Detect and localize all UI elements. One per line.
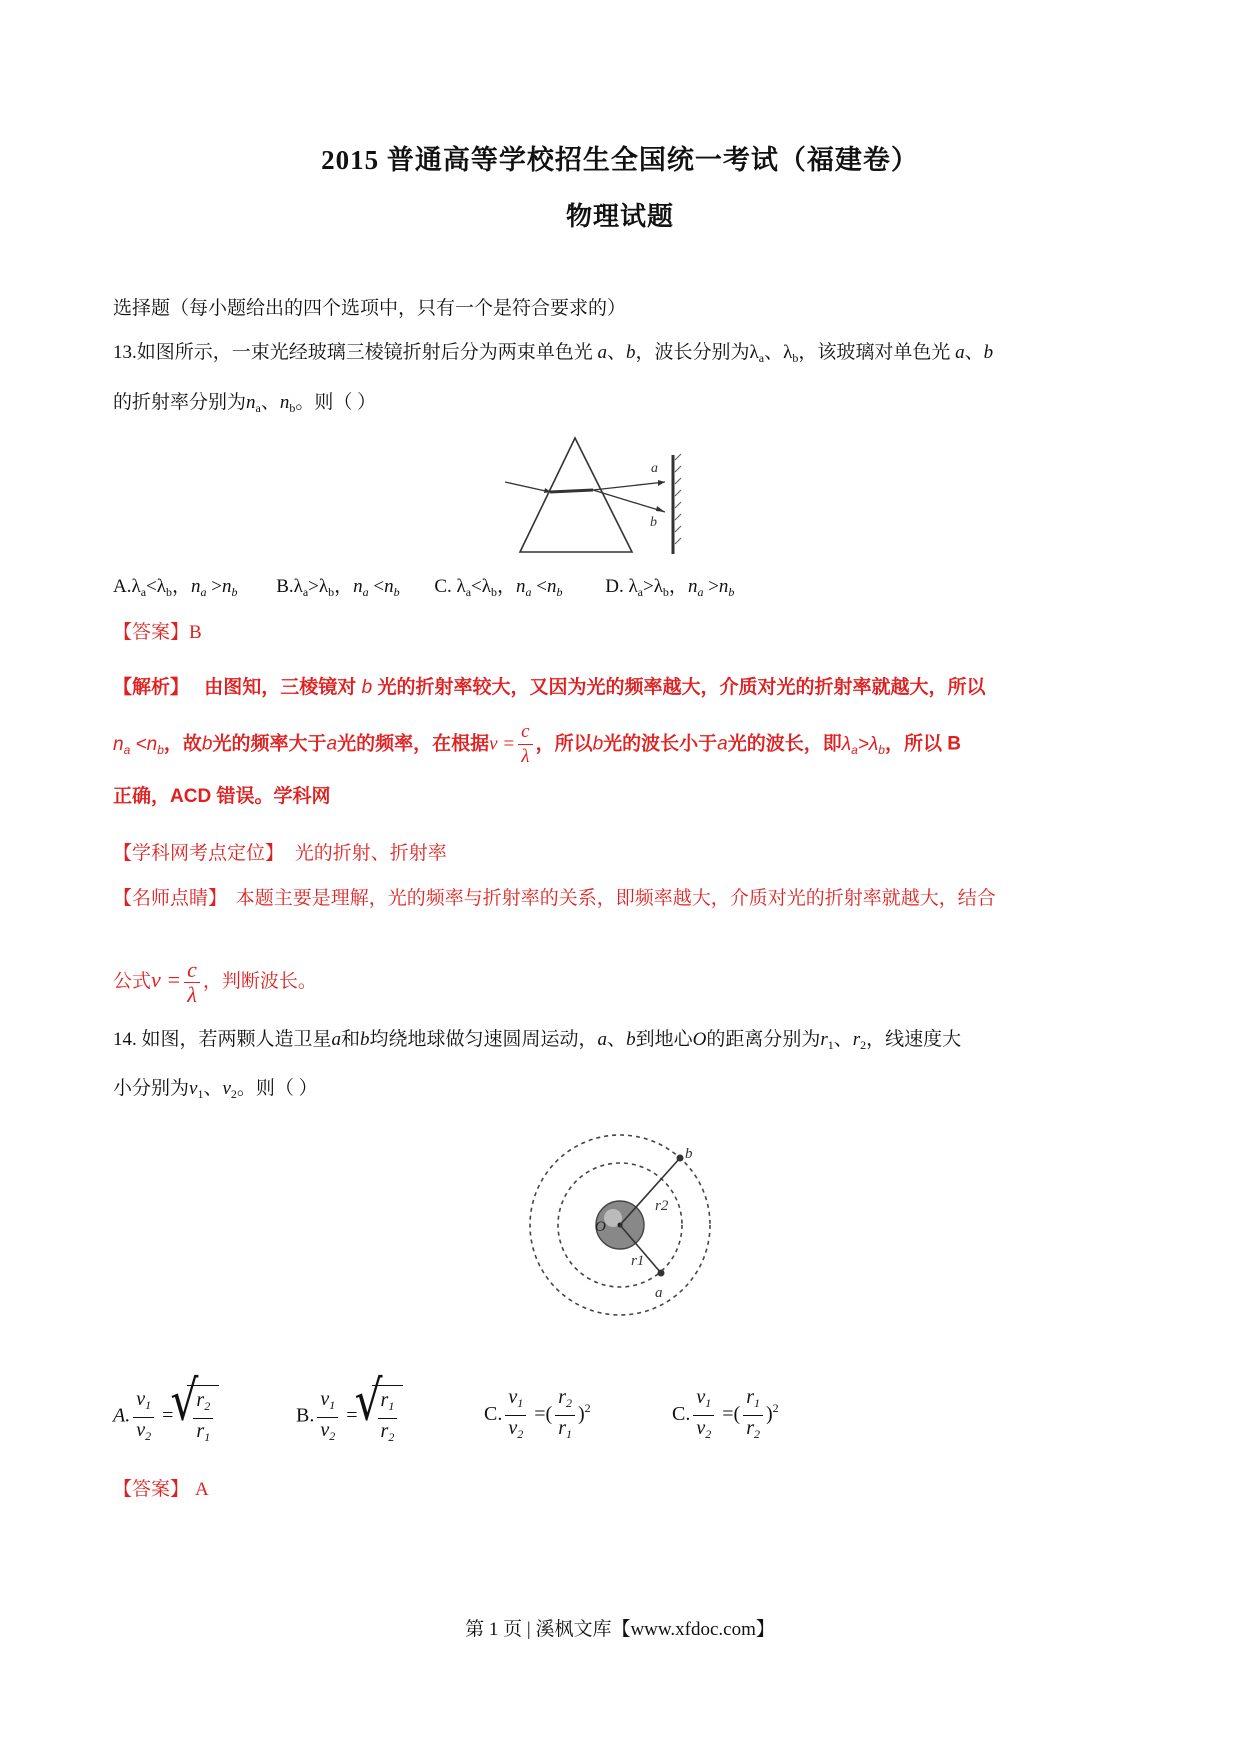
figure-label-a: a	[651, 461, 658, 476]
incident-ray	[505, 482, 550, 492]
q14-stem-text: 14. 如图，若两颗人造卫星	[113, 1029, 332, 1050]
fraction-c-over-lambda	[518, 720, 532, 769]
lambda-symbol: λ	[783, 342, 793, 363]
prism-figure	[505, 430, 705, 565]
figure-label-O: O	[595, 1219, 606, 1235]
q13-stem-text: ，该玻璃对单色光	[798, 342, 951, 363]
q13-answer	[113, 620, 202, 646]
separator: 、	[607, 342, 627, 363]
q13-stem-text: 。则（ ）	[295, 392, 377, 413]
fraction-numerator: c	[184, 958, 200, 983]
q13-analysis-line1	[113, 675, 985, 701]
answer-value: A	[195, 1479, 209, 1500]
var-r: r	[852, 1029, 861, 1050]
q13-analysis-line2: $n_a <n_b$，故b光的频率大于a光的频率，在根据ν = $\frac{c}{\lambda}$ ，所以b光的波长小于a光的波长，即$\lambda_a>\lambda_b$，所以 B	[113, 721, 961, 767]
tip-text: 本题主要是理解，光的频率与折射率的关系，即频率越大，介质对光的折射率就越大，结合	[235, 888, 996, 909]
satellite-b	[677, 1155, 684, 1162]
var-v: v	[222, 1078, 231, 1099]
q13-stem-text: 的折射率分别为	[113, 392, 247, 413]
analysis-text: 光的频率大于	[212, 733, 327, 755]
ray-b	[593, 490, 665, 512]
var-a: a	[955, 342, 965, 363]
var-n: n	[279, 392, 290, 413]
separator: 、	[203, 1078, 223, 1099]
radius-r2	[620, 1158, 680, 1225]
var-b: b	[592, 733, 604, 755]
analysis-text: 光的波长小于	[603, 733, 718, 755]
q13-analysis-line3: 正确，ACD 错误。学科网	[113, 786, 331, 807]
separator: 、	[260, 392, 280, 413]
analysis-text: ，所以 B	[884, 733, 961, 755]
q13-stem-line2	[113, 390, 376, 421]
q14-option-a[interactable]: A. $\frac{v_1}{v_2}$ = √ $\frac{r_2}{r_1}$	[113, 1385, 219, 1449]
subscript: 2	[860, 1038, 867, 1052]
tip-tag: 【名师点睛】	[113, 888, 228, 909]
q14-stem-line1	[113, 1027, 961, 1058]
var-a: a	[717, 733, 728, 755]
subscript: 1	[197, 1087, 204, 1101]
analysis-text: ，所以	[535, 733, 593, 755]
section-label: 选择题（每小题给出的四个选项中，只有一个是符合要求的）	[113, 298, 627, 319]
orbit-figure	[515, 1125, 725, 1325]
q14-option-c[interactable]: C. $\frac{v_1}{v_2}$ =( $\frac{r_2}{r_1}$ )$^2$	[484, 1386, 591, 1441]
analysis-text: 由图知，三棱镜对	[204, 677, 357, 698]
var-n: n	[246, 392, 256, 413]
refracted-beam	[550, 490, 593, 492]
q13-stem-text: 13.如图所示，一束光经玻璃三棱镜折射后分为两束单色光	[113, 342, 593, 363]
fraction-denominator: λ	[187, 982, 197, 1007]
prism-shape	[520, 438, 632, 552]
figure-label-b: b	[650, 515, 657, 530]
q13-tip-line1	[113, 886, 996, 912]
separator: 、	[833, 1029, 853, 1050]
exam-subtitle: 物理试题	[565, 202, 674, 231]
q14-stem-text: 到地心	[635, 1029, 693, 1050]
exam-title: 2015 普通高等学校招生全国统一考试（福建卷）	[321, 145, 919, 175]
q14-stem-text: 的距离分别为	[706, 1029, 821, 1050]
tip-text: 公式	[113, 970, 152, 992]
var-b: b	[360, 1029, 370, 1050]
var-a: a	[331, 1029, 342, 1050]
separator: 、	[764, 342, 784, 363]
analysis-text: 光的折射率较大，又因为光的频率越大，介质对光的折射率就越大，所以	[377, 677, 986, 698]
var-O: O	[692, 1029, 707, 1050]
var-a: a	[597, 1029, 608, 1050]
subscript: 2	[230, 1087, 237, 1101]
option-letter: C.	[484, 1403, 503, 1426]
option-letter: C.	[672, 1403, 691, 1426]
q14-answer	[113, 1477, 209, 1503]
q14-stem-text: 和	[341, 1029, 361, 1050]
var-b: b	[983, 342, 994, 363]
answer-value: B	[189, 622, 202, 643]
analysis-tag: 【解析】	[113, 677, 190, 698]
q14-stem-text: 均绕地球做匀速圆周运动，	[369, 1029, 598, 1050]
q13-options	[113, 574, 734, 605]
ray-a	[593, 482, 665, 490]
var-b: b	[626, 1029, 636, 1050]
option-b[interactable]: $B.\lambda_a>\lambda_b$，$n_a <n_b$	[276, 576, 400, 599]
q14-option-b[interactable]: B. $\frac{v_1}{v_2}$ = √ $\frac{r_1}{r_2}$	[296, 1385, 403, 1449]
figure-label-b: b	[685, 1146, 693, 1162]
option-letter: B.	[296, 1404, 315, 1427]
fraction-c-over-lambda	[184, 958, 200, 1007]
arrowhead	[656, 506, 665, 512]
figure-label-r1: r1	[631, 1253, 645, 1269]
answer-tag: 【答案】	[113, 622, 190, 643]
page-footer: 第 1 页 | 溪枫文库【www.xfdoc.com】	[465, 1619, 775, 1640]
subscript: b	[792, 351, 799, 365]
q14-stem-line2	[113, 1076, 318, 1107]
var-a: a	[326, 733, 338, 755]
option-d[interactable]: D. $\lambda_a>\lambda_b$，$n_a >n_b$	[605, 576, 735, 599]
arrowhead	[658, 480, 665, 486]
topic-tag: 【学科网考点定位】	[113, 843, 285, 864]
option-a[interactable]: $A.\lambda_a<\lambda_b$，$n_a >n_b$	[113, 576, 238, 599]
q13-stem-text: ，波长分别为	[635, 342, 750, 363]
var-b: b	[626, 342, 636, 363]
analysis-text: 光的频率，在根据	[337, 733, 490, 755]
q13-tip-line2	[113, 958, 317, 1007]
subscript: a	[758, 351, 765, 365]
q14-option-d[interactable]: C. $\frac{v_1}{v_2}$ =( $\frac{r_1}{r_2}$ )$^2$	[672, 1386, 779, 1441]
separator: 、	[964, 342, 984, 363]
var-b: b	[201, 733, 213, 755]
q14-stem-text: 。则（ ）	[236, 1078, 318, 1099]
q14-stem-text: ，线速度大	[866, 1029, 962, 1050]
fraction-denominator: λ	[521, 746, 530, 767]
answer-tag: 【答案】	[113, 1479, 190, 1500]
nu-equals: ν =	[151, 966, 182, 992]
fraction-numerator: c	[518, 720, 532, 745]
subscript: 1	[827, 1038, 834, 1052]
option-c[interactable]: C. $\lambda_a<\lambda_b$，$n_a <n_b$	[434, 576, 563, 599]
tip-text: ，判断波长。	[202, 970, 317, 992]
separator: 、	[607, 1029, 627, 1050]
q14-stem-text: 小分别为	[113, 1078, 190, 1099]
subscript: a	[255, 401, 261, 415]
satellite-a	[658, 1270, 665, 1277]
topic-text: 光的折射、折射率	[294, 843, 447, 864]
var-b: b	[361, 677, 373, 698]
q13-topic	[113, 841, 447, 867]
lambda-symbol: λ	[749, 342, 759, 363]
figure-label-a: a	[655, 1285, 663, 1301]
var-r: r	[820, 1029, 828, 1050]
q13-stem-line1	[113, 340, 993, 371]
analysis-text: 光的波长，即	[727, 733, 842, 755]
screen-hatching	[675, 454, 681, 544]
figure-label-r2: r2	[655, 1198, 669, 1214]
analysis-text: ，故	[163, 733, 202, 755]
var-v: v	[189, 1078, 198, 1099]
var-a: a	[597, 342, 608, 363]
subscript: b	[289, 401, 296, 415]
option-letter: A.	[113, 1404, 131, 1427]
